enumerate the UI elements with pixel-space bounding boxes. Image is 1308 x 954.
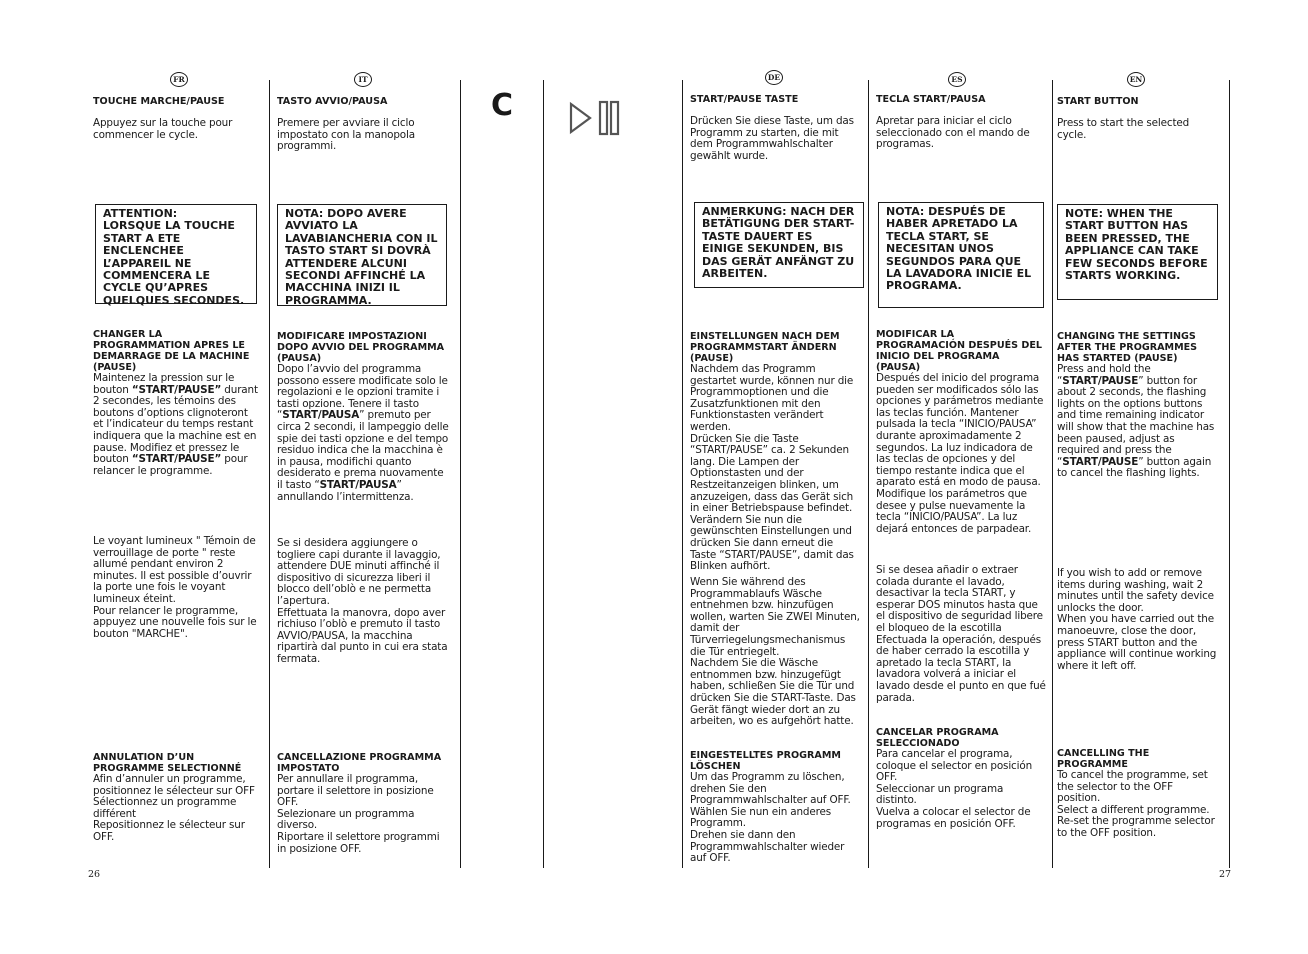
en-start-text: Press to start the selected cycle. — [1057, 117, 1193, 141]
en-change-settings-text: Press and hold the “START/PAUSE” button for about 2 seconds, the flashing lights on the options buttons and time remaining indicator will show that the machine has been paused, adjust as required and press the “START/PAUSE” button again to cancel the flashing lights. — [1057, 363, 1218, 480]
divider-6 — [1052, 80, 1053, 868]
en-door-lock-text: If you wish to add or remove items during washing, wait 2 minutes until the safety device unlocks the door. When you have carried out the manoeuvre, close the door, press START button and the appliance will continue working where it left off. — [1057, 567, 1217, 672]
language-badge-de: DE — [765, 70, 783, 85]
divider-7 — [1229, 80, 1230, 868]
divider-5 — [868, 80, 869, 868]
fr-note-box: ATTENTION: LORSQUE LA TOUCHE START A ETE ENCLENCHEE L’APPAREIL NE COMMENCERA LE CYCLE QU’APRES QUELQUES SECONDES. — [95, 204, 257, 304]
es-cancel-title: CANCELAR PROGRAMA SELECCIONADO — [876, 727, 999, 749]
de-change-settings-title: EINSTELLUNGEN NACH DEM PROGRAMMSTART ÄNDERN (PAUSE) — [690, 331, 840, 364]
fr-start-title: TOUCHE MARCHE/PAUSE — [93, 96, 225, 107]
it-start-title: TASTO AVVIO/PAUSA — [277, 96, 388, 107]
es-change-settings-text: Después del inicio del programa pueden ser modificados sólo las opciones y parámetros mediante las teclas función. Mantener pulsada la tecla “INICIO/PAUSA” durante aproximadamente 2 segundos. La luz indicadora de las teclas de opciones y del tiempo restante indica que el aparato está en modo de pausa. Modifique los parámetros que desee y pulse nuevamente la tecla “INICIO/PAUSA”. La luz dejará entonces de parpadear. — [876, 372, 1047, 535]
divider-1 — [269, 80, 270, 868]
it-change-settings-title: MODIFICARE IMPOSTAZIONI DOPO AVVIO DEL PROGRAMMA (PAUSA) — [277, 331, 445, 364]
fr-door-lock-text: Le voyant lumineux " Témoin de verrouillage de porte " reste allumé pendant environ 2 minutes. Il est possible d’ouvrir la porte une fois le voyant lumineux éteint. Pour relancer le programme, appuyez une nouvelle fois sur le bouton "MARCHE". — [93, 535, 257, 640]
play-pause-icon — [568, 100, 622, 136]
fr-start-text: Appuyez sur la touche pour commencer le cycle. — [93, 117, 236, 141]
de-door-lock-text: Wenn Sie während des Programmablaufs Wäsche entnehmen bzw. hinzufügen wollen, warten Sie ZWEI Minuten, damit der Türverriegelungsmechanismus die Tür entriegelt. Nachdem Sie die Wäsche entnommen bzw. hinzugefügt haben, schließen Sie die Tür und drücken Sie die START-Taste. Das Gerät fängt wieder dort an zu arbeiten, wo es aufgehört hatte. — [690, 576, 860, 728]
divider-4 — [682, 80, 683, 868]
fr-change-settings-text: Maintenez la pression sur le bouton “START/PAUSE” durant 2 secondes, les témoins des boutons d’options clignoteront et l’indicateur du temps restant indiquera que la machine est en pause. Modifiez et pressez le bouton “START/PAUSE” pour relancer le programme. — [93, 372, 262, 477]
de-cancel-text: Um das Programm zu löschen, drehen Sie den Programmwahlschalter auf OFF. Wählen Sie nun ein anderes Programm. Drehen sie dann den Programmwahlschalter wieder auf OFF. — [690, 771, 851, 865]
es-cancel-text: Para cancelar el programa, coloque el selector en posición OFF. Seleccionar un programa distinto. Vuelva a colocar el selector de programas en posición OFF. — [876, 748, 1033, 830]
page-number-left: 26 — [88, 869, 101, 880]
en-note-box: NOTE: WHEN THE START BUTTON HAS BEEN PRESSED, THE APPLIANCE CAN TAKE FEW SECONDS BEFORE STARTS WORKING. — [1057, 204, 1218, 300]
fr-cancel-text: Afin d’annuler un programme, positionnez le sélecteur sur OFF Sélectionnez un programme différent Repositionnez le sélecteur sur OFF. — [93, 773, 255, 843]
de-start-title: START/PAUSE TASTE — [690, 94, 799, 105]
en-cancel-text: To cancel the programme, set the selector to the OFF position. Select a different programme. Re-set the programme selector to the OFF position. — [1057, 769, 1215, 839]
es-start-title: TECLA START/PAUSA — [876, 94, 986, 105]
divider-3 — [543, 80, 544, 868]
en-cancel-title: CANCELLING THE PROGRAMME — [1057, 748, 1150, 770]
en-change-settings-title: CHANGING THE SETTINGS AFTER THE PROGRAMMES HAS STARTED (PAUSE) — [1057, 331, 1198, 364]
de-start-text: Drücken Sie diese Taste, um das Programm zu starten, die mit dem Programmwahlschalter gewählt wurde. — [690, 115, 858, 162]
fr-change-settings-title: CHANGER LA PROGRAMMATION APRES LE DEMARRAGE DE LA MACHINE (PAUSE) — [93, 329, 250, 373]
it-door-lock-text: Se si desidera aggiungere o togliere capi durante il lavaggio, attendere DUE minuti affinché il dispositivo di sicurezza liberi il blocco dell’oblò e ne permetta l’apertura. Effettuata la manovra, dopo aver richiuso l’oblò e premuto il tasto AVVIO/PAUSA, la macchina ripartirà dal punto in cui era stata fermata. — [277, 537, 448, 665]
en-start-title: START BUTTON — [1057, 96, 1139, 107]
language-badge-es: ES — [948, 72, 966, 87]
es-change-settings-title: MODIFICAR LA PROGRAMACIÓN DESPUÉS DEL INICIO DEL PROGRAMA (PAUSA) — [876, 329, 1043, 373]
page-number-right: 27 — [1219, 869, 1232, 880]
it-cancel-title: CANCELLAZIONE PROGRAMMA IMPOSTATO — [277, 752, 442, 774]
fr-cancel-title: ANNULATION D’UN PROGRAMME SELECTIONNÉ — [93, 752, 242, 774]
language-badge-it: IT — [354, 72, 372, 87]
de-note-box: ANMERKUNG: NACH DER BETÄTIGUNG DER START-TASTE DAUERT ES EINIGE SEKUNDEN, BIS DAS GERÄT ANFÄNGT ZU ARBEITEN. — [694, 202, 864, 288]
language-badge-fr: FR — [170, 72, 188, 87]
section-letter: C — [491, 88, 514, 123]
es-note-box: NOTA: DESPUÉS DE HABER APRETADO LA TECLA START, SE NECESITAN UNOS SEGUNDOS PARA QUE LA LAVADORA INICIE EL PROGRAMA. — [878, 202, 1044, 308]
it-note-box: NOTA: DOPO AVERE AVVIATO LA LAVABIANCHERIA CON IL TASTO START SI DOVRÀ ATTENDERE ALCUNI SECONDI AFFINCHÉ LA MACCHINA INIZI IL PROGRAMMA. — [277, 204, 447, 306]
it-cancel-text: Per annullare il programma, portare il selettore in posizione OFF. Selezionare un programma diverso. Riportare il selettore programmi in posizione OFF. — [277, 773, 440, 855]
de-cancel-title: EINGESTELLTES PROGRAMM LÖSCHEN — [690, 750, 841, 772]
it-change-settings-text: Dopo l’avvio del programma possono essere modificate solo le regolazioni e le opzioni tramite i tasti opzione. Tenere il tasto “START/PAUSA” premuto per circa 2 secondi, il lampeggio delle spie dei tasti opzione e del tempo residuo indica che la macchina è in pausa, modifichi quanto desiderato e prema nuovamente il tasto “START/PAUSA” annullando l’intermittenza. — [277, 363, 452, 503]
de-change-settings-text: Nachdem das Programm gestartet wurde, können nur die Programmoptionen und die Zusatzfunktionen mit den Funktionstasten verändert werden. Drücken Sie die Taste “START/PAUSE” ca. 2 Sekunden lang. Die Lampen der Optionstasten und der Restzeitanzeigen blinken, um anzuzeigen, dass das Gerät sich in einer Betriebspause befindet. Verändern Sie nun die gewünschten Einstellungen und drücken Sie dann erneut die Taste “START/PAUSE”, damit das Blinken aufhört. — [690, 363, 854, 573]
divider-2 — [460, 80, 461, 868]
es-start-text: Apretar para iniciar el ciclo seleccionado con el mando de programas. — [876, 115, 1033, 151]
es-door-lock-text: Si se desea añadir o extraer colada durante el lavado, desactivar la tecla START, y esperar DOS minutos hasta que el dispositivo de seguridad libere el bloqueo de la escotilla Efectuada la operación, después de haber cerrado la escotilla y apretado la tecla START, la lavadora volverá a iniciar el lavado desde el punto en que fué parada. — [876, 564, 1049, 704]
it-start-text: Premere per avviare il ciclo impostato con la manopola programmi. — [277, 117, 419, 153]
language-badge-en: EN — [1127, 72, 1145, 87]
